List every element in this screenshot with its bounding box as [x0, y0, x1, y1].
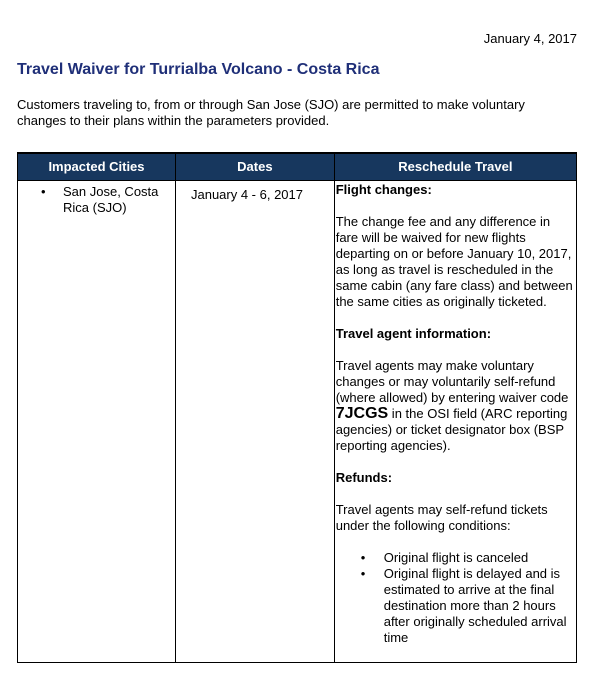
header-reschedule-travel: Reschedule Travel	[334, 153, 576, 181]
agent-text-after: in the OSI field (ARC reporting agencies) or ticket designator box (BSP reporting agencies).	[335, 406, 568, 453]
flight-changes-text: The change fee and any difference in fare will be waived for new flights departing on or before January 10, 2017, as long as travel is rescheduled in the same cabin (any fare class) and between the same cities as originally ticketed.	[335, 214, 573, 309]
flight-changes-heading: Flight changes:	[335, 182, 432, 197]
table-header-row	[18, 153, 577, 181]
header-impacted-cities: Impacted Cities	[18, 153, 176, 181]
waiver-table	[17, 152, 577, 663]
agent-info-heading: Travel agent information:	[335, 326, 492, 341]
refunds-text: Travel agents may self-refund tickets under the following conditions:	[335, 502, 548, 533]
reschedule-cell	[334, 181, 576, 663]
table-row	[18, 181, 577, 663]
dates-cell: January 4 - 6, 2017	[175, 181, 334, 663]
city-list	[18, 184, 175, 216]
document-date: January 4, 2017	[483, 31, 577, 46]
city-item: • San Jose, Costa Rica (SJO)	[28, 184, 175, 216]
waiver-code: 7JCGS	[335, 405, 389, 422]
agent-text-before: Travel agents may make voluntary changes or may voluntarily self-refund (where allowed) by entering waiver code	[335, 358, 569, 405]
intro-paragraph: Customers traveling to, from or through San Jose (SJO) are permitted to make voluntary changes to their plans within the parameters provided.	[17, 97, 525, 128]
page-title: Travel Waiver for Turrialba Volcano - Costa Rica	[17, 61, 380, 78]
list-item: • Original flight is canceled	[384, 550, 573, 566]
refund-conditions-list	[336, 550, 573, 646]
list-item: • Original flight is delayed and is estimated to arrive at the final destination more than 2 hours after originally scheduled arrival time	[384, 566, 573, 646]
refunds-heading: Refunds:	[335, 470, 393, 485]
impacted-cities-cell	[18, 181, 176, 663]
agent-info-text	[336, 358, 573, 454]
header-dates: Dates	[175, 153, 334, 181]
